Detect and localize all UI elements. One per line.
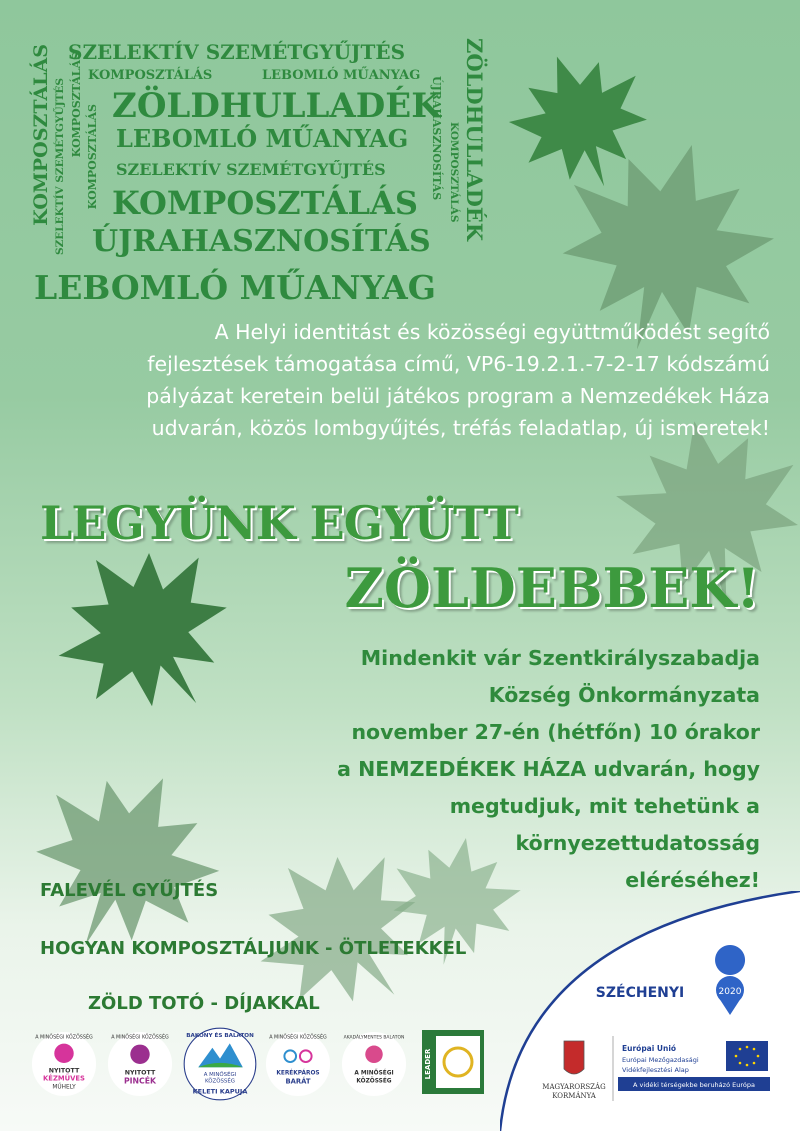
intro-line: fejlesztések támogatása című, VP6-19.2.1.-7-2-17 kódszámú [147,352,770,376]
invite-line: november 27-én (hétfőn) 10 órakor [351,720,760,744]
kerekparos-barat-logo [264,1030,332,1098]
cloud-line3: ZÖLDHULLADÉK [112,86,441,126]
akadalymentes-arc: AKADÁLYMENTES BALATON [343,1035,405,1041]
invite-line: eléréséhez! [625,868,760,892]
invitation-text [200,640,760,899]
eu-line1: Európai Unió [622,1044,677,1053]
invite-line: a NEMZEDÉKEK HÁZA udvarán, hogy [337,757,760,781]
partner-logos [30,1030,500,1120]
cloud-line4: LEBOMLÓ MŰANYAG [116,124,409,153]
pincek-l2: PINCÉK [123,1076,157,1086]
leader-label: LEADER [424,1048,432,1080]
leader-logo [422,1030,484,1094]
word-cloud [30,32,490,312]
akadalymentes-l2: KÖZÖSSÉG [356,1078,392,1085]
cloud-line5: SZELEKTÍV SZEMÉTGYŰJTÉS [116,160,386,179]
kerekparos-arc: A MINŐSÉGI KÖZÖSSÉG [269,1034,327,1041]
akadalymentes-logo [340,1030,408,1098]
cloud-v-right2: KOMPOSZTÁLÁS [448,122,460,223]
akadalymentes-l1: A MINŐSÉGI [354,1070,394,1077]
invite-line: megtudjuk, mit tehetünk a környezettudatosság [449,794,760,855]
bakony-balaton-logo [182,1026,258,1102]
cloud-line2b: LEBOMLÓ MŰANYAG [262,68,421,83]
pincek-l1: NYITOTT [124,1069,156,1077]
intro-line: udvarán, közös lombgyűjtés, tréfás feladatlap, új ismeretek! [151,416,770,440]
bakony-l3: KELETI KAPUJA [192,1087,248,1096]
intro-paragraph [30,316,770,444]
cloud-line8: LEBOMLÓ MŰANYAG [34,268,436,307]
intro-line: A Helyi identitást és közösségi együttműködést segítő [214,320,770,344]
cloud-line2a: KOMPOSZTÁLÁS [88,68,213,83]
eu-line3: Vidékfejlesztési Alap [622,1066,689,1074]
cloud-line7: ÚJRAHASZNOSÍTÁS [92,224,431,259]
cloud-line1: SZELEKTÍV SZEMÉTGYŰJTÉS [68,40,406,64]
kezmuves-l2: KÉZMŰVES [43,1074,85,1083]
bakony-arc: BAKONY ÉS BALATON [186,1032,254,1039]
kezmuves-l3: MŰHELY [52,1084,76,1091]
szechenyi-brand: SZÉCHENYI [595,985,685,1001]
title-line1: LEGYÜNK EGYÜTT [40,496,518,550]
cloud-v-left1: KOMPOSZTÁLÁS [30,44,52,226]
program-item-green-toto: ZÖLD TOTÓ - DÍJAKKAL [88,993,320,1014]
invite-line: Község Önkormányzata [488,683,760,707]
title-line2: ZÖLDEBBEK! [344,556,760,620]
szechenyi-2020-block [500,891,800,1131]
gov-line2: KORMÁNYA [552,1092,596,1100]
cloud-v-right1: ÚJRAHASZNOSÍTÁS [430,76,443,201]
program-item-leaf-collecting: FALEVÉL GYŰJTÉS [40,880,219,901]
program-item-composting: HOGYAN KOMPOSZTÁLJUNK - ÖTLETEKKEL [40,938,467,959]
cloud-v-right3: ZÖLDHULLADÉK [462,38,487,242]
nyitott-pincek-logo [106,1030,174,1098]
bakony-l1: A MINŐSÉGI [203,1071,237,1078]
eu-flag-icon [726,1041,768,1071]
cloud-line6: KOMPOSZTÁLÁS [112,184,418,222]
hungarian-coat-of-arms-icon [564,1041,584,1074]
cloud-v-left3: KOMPOSZTÁLÁS [70,52,83,158]
cloud-v-left2: SZELEKTÍV SZEMÉTGYŰJTÉS [54,78,66,255]
invite-line: Mindenkit vár Szentkirályszabadja [360,646,760,670]
intro-line: pályázat keretein belül játékos program a Nemzedékek Háza [146,384,770,408]
eu-line2: Európai Mezőgazdasági [622,1056,699,1064]
kezmuves-arc: A MINŐSÉGI KÖZÖSSÉG [35,1034,93,1041]
kezmuves-muhely-logo [30,1030,98,1098]
pincek-arc: A MINŐSÉGI KÖZÖSSÉG [111,1034,169,1041]
kezmuves-l1: NYITOTT [48,1067,80,1075]
eu-banner: A vidéki térségekbe beruházó Európa [633,1081,755,1089]
kerekparos-l2: BARÁT [285,1077,311,1086]
bakony-l2: KÖZÖSSÉG [205,1078,235,1085]
gov-line1: MAGYARORSZÁG [542,1083,606,1091]
cloud-v-left4: KOMPOSZTÁLÁS [86,104,99,210]
kerekparos-l1: KERÉKPÁROS [276,1070,320,1077]
szechenyi-year: 2020 [718,987,742,997]
